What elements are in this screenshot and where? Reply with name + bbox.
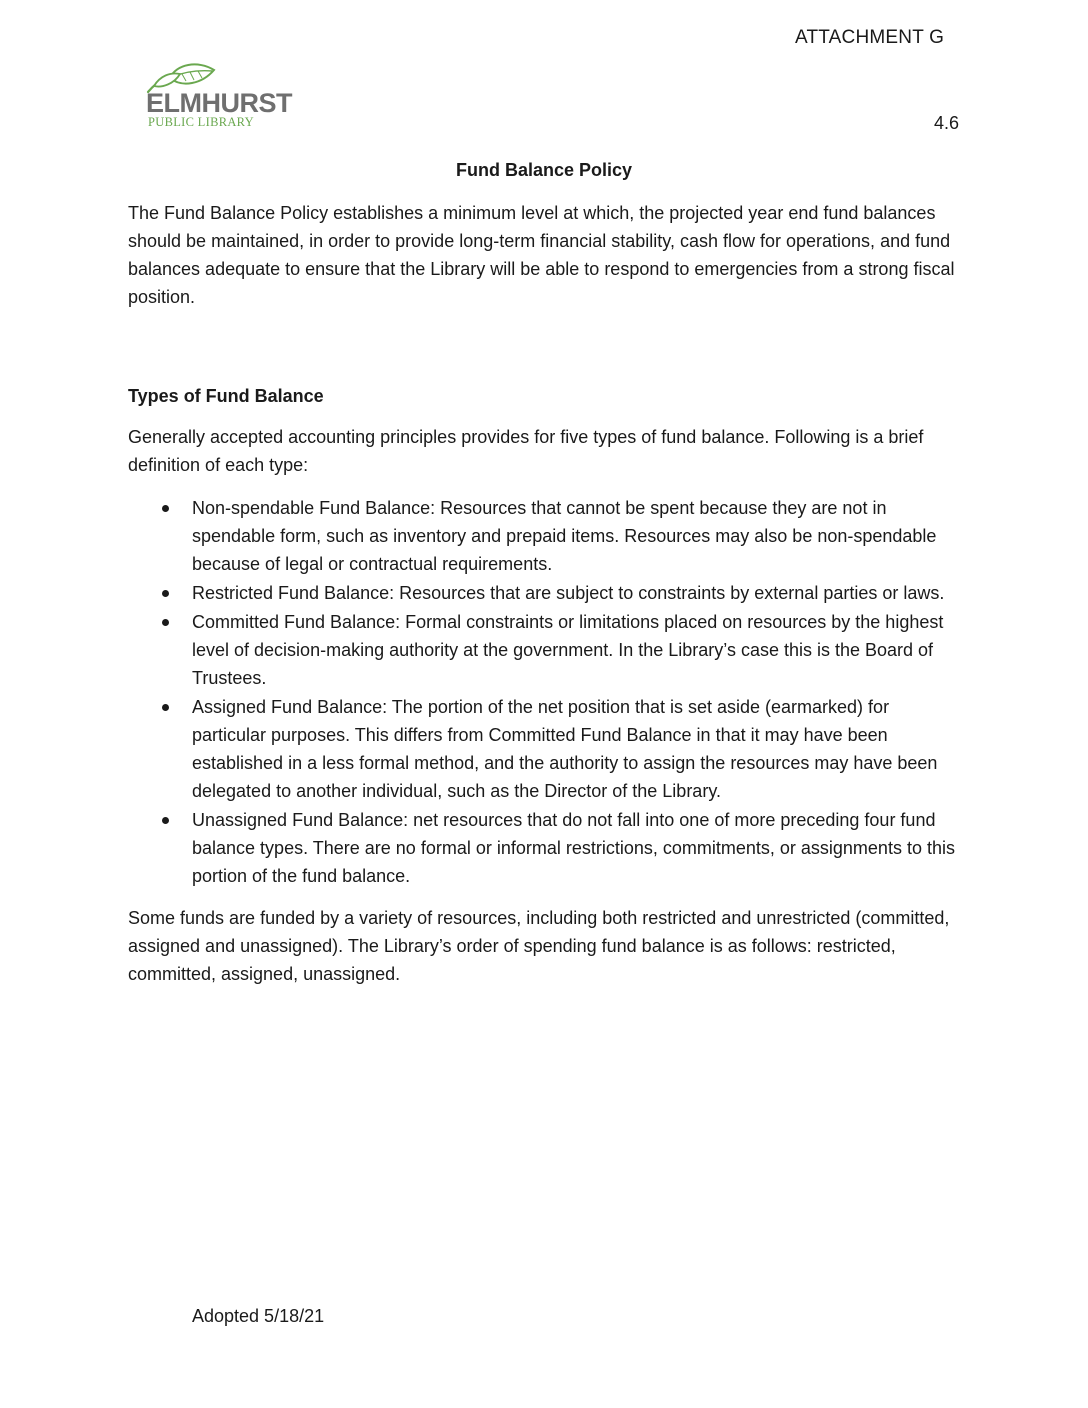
list-item xyxy=(128,806,964,890)
list-item xyxy=(128,494,964,578)
document-body xyxy=(128,199,964,988)
bullet-icon xyxy=(162,704,169,711)
library-logo xyxy=(146,62,296,132)
attachment-label: ATTACHMENT G xyxy=(795,27,945,48)
fund-balance-types-list xyxy=(128,494,964,890)
bullet-icon xyxy=(162,619,169,626)
closing-paragraph: Some funds are funded by a variety of resources, including both restricted and unrestricted (committed, assigned and unassigned). The Library’s order of spending fund balance is as follows: restricted, committed, assigned, unassigned. xyxy=(128,908,950,984)
logo-subtitle: PUBLIC LIBRARY xyxy=(148,115,254,129)
list-item-text: Non-spendable Fund Balance: Resources that cannot be spent because they are not in spendable form, such as inventory and prepaid items. Resources may also be non-spendable because of legal or contractual requirements. xyxy=(192,498,937,574)
list-item-text: Assigned Fund Balance: The portion of the net position that is set aside (earmarked) for particular purposes. This differs from Committed Fund Balance in that it may have been established in a less formal method, and the authority to assign the resources may have been delegated to another individual, such as the Director of the Library. xyxy=(192,697,938,801)
bullet-icon xyxy=(162,505,169,512)
bullet-icon xyxy=(162,817,169,824)
logo-wordmark: ELMHURST xyxy=(146,88,292,118)
document-title: Fund Balance Policy xyxy=(455,160,633,180)
policy-number: 4.6 xyxy=(934,113,960,133)
list-item xyxy=(128,579,964,607)
list-item-text: Unassigned Fund Balance: net resources that do not fall into one of more preceding four fund balance types. There are no formal or informal restrictions, commitments, or assignments to this portion of the fund balance. xyxy=(192,810,955,886)
section-heading: Types of Fund Balance xyxy=(128,386,324,406)
section-intro-paragraph: Generally accepted accounting principles provides for five types of fund balance. Following is a brief definition of each type: xyxy=(128,427,924,475)
list-item-text: Restricted Fund Balance: Resources that are subject to constraints by external parties or laws. xyxy=(192,583,945,603)
bullet-icon xyxy=(162,590,169,597)
intro-paragraph: The Fund Balance Policy establishes a minimum level at which, the projected year end fund balances should be maintained, in order to provide long-term financial stability, cash flow for operations, and fund balances adequate to ensure that the Library will be able to respond to emergencies from a strong fiscal position. xyxy=(128,203,955,307)
list-item-text: Committed Fund Balance: Formal constraints or limitations placed on resources by the highest level of decision-making authority at the government. In the Library’s case this is the Board of Trustees. xyxy=(192,612,944,688)
list-item xyxy=(128,693,964,805)
list-item xyxy=(128,608,964,692)
adopted-date: Adopted 5/18/21 xyxy=(192,1306,325,1326)
